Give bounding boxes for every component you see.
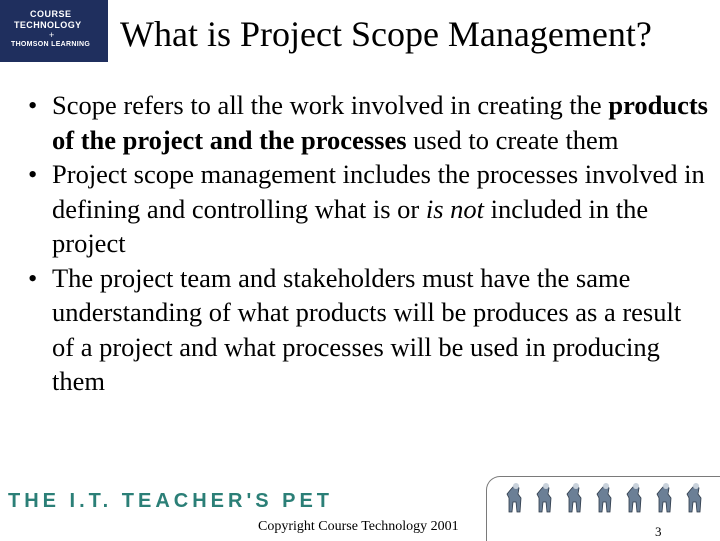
page-number: 3: [655, 524, 662, 539]
dog-figure-icon: [687, 483, 701, 512]
copyright-text: Copyright Course Technology 2001: [258, 519, 459, 534]
bullet-item-2: [28, 157, 708, 261]
dog-figure-icon: [507, 483, 521, 512]
dog-figure-icon: [537, 483, 551, 512]
slide-title: What is Project Scope Management?: [120, 14, 652, 54]
logo-line1: COURSE: [30, 9, 72, 19]
dog-figure-icon: [657, 483, 671, 512]
bullet-2-part-1: Project scope management includes the processes involved in defining and controlling what is or: [52, 159, 705, 224]
logo-plus: +: [49, 30, 55, 40]
dog-figure-icon: [567, 483, 581, 512]
bullet-3-part-1: The project team and stakeholders must have the same understanding of what products will be produces as a result of a project and what processes will be used in producing them: [52, 262, 682, 396]
bullet-dot-icon: •: [28, 262, 38, 293]
dog-figure-icon: [597, 483, 611, 512]
bullet-item-1: [28, 88, 708, 157]
bullet-1-part-2: products of the project and the processes: [52, 90, 708, 155]
bullet-dot-icon: •: [28, 90, 38, 120]
bullet-dot-icon: •: [28, 159, 38, 189]
logo-line3: THOMSON LEARNING: [11, 41, 91, 48]
bullet-item-3: [28, 261, 708, 399]
teachers-pet-banner: THE I.T. TEACHER'S PET: [8, 490, 334, 512]
bullet-2-part-2: is not: [425, 193, 485, 224]
bullet-list: [28, 88, 708, 399]
bullet-1-part-1: Scope refers to all the work involved in creating the: [52, 90, 609, 120]
bullet-1-part-3: used to create them: [406, 124, 619, 155]
dog-figures-row: [500, 478, 720, 518]
dog-figure-icon: [627, 483, 641, 512]
bullet-2-part-3: included in the project: [52, 193, 649, 258]
logo-line2: TECHNOLOGY: [14, 20, 82, 30]
course-technology-logo: [0, 0, 108, 62]
